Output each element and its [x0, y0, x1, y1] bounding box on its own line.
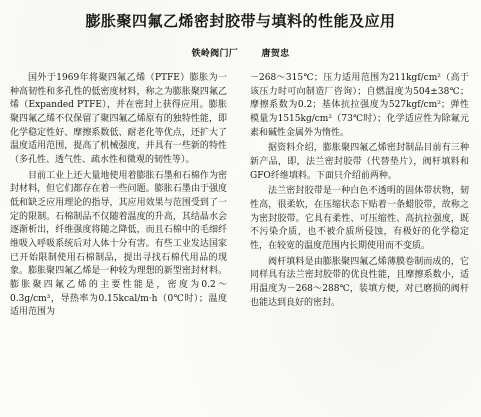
organization-name: 铁岭阀门厂	[191, 49, 239, 59]
right-paragraph-3: 法兰密封胶带是一种白色不透明的固体带状物，韧性高，很柔软，在压缩状态下贴着一条蜡胶带，故称之为密封胶带。它具有柔性、可压缩性、高抗拉强度，既不污染介质，也不被介质所侵蚀，有极好的化学稳定性，在较宽的温度范围内长期使用而不变质。	[250, 186, 469, 252]
right-paragraph-4: 阀杆填料是由膨胀聚四氟乙烯薄膜卷制而成的，它同样具有法兰密封胶带的优良性能，且摩擦系数小，适用温度为－268～288℃，装填方便，对已磨损的阀杆也能达到良好的密封。	[250, 256, 469, 308]
right-column	[250, 72, 469, 312]
right-paragraph-2: 据资料介绍，膨胀聚四氟乙烯密封制品目前有三种新产品，即，法兰密封胶带（代替垫片），阀杆填料和GFO纤维填料。下面只介绍前两种。	[250, 143, 469, 181]
right-paragraph-1: －268～315℃；压力适用范围为211kgf/cm²（高于该压力时可向制造厂咨询）；自燃温度为504±38℃；摩擦系数为0.2；基体抗拉强度为527kgf/cm²；弹性模量为1515kg/cm²（73℃时）；化学适应性为除氟元素和碱性金属外为惰性。	[250, 73, 469, 138]
article-title: 膨胀聚四氟乙烯密封胶带与填料的性能及应用	[85, 12, 396, 30]
left-paragraph-2: 目前工业上还大量地使用着膨胀石墨和石棉作为密封材料，但它们都存在着一些问题。膨胀石墨由于强度低和缺乏应用理论的指导，其应用效果与范围受到了一定的限制。石棉制品不仅随着温度的升高，其结晶水会逐渐析出，纤维强度将随之降低，而且石棉中的毛细纤维吸入呼吸系统后对人体十分有害。有些工业发达国家已开始限制使用石棉制品，提出寻找石棉代用品的现象。膨胀聚四氟乙烯是一种较为理想的新型密封材料。膨胀聚四氟乙烯的主要性能是，密度为0.2～0.3g/cm³，导热率为0.15kcal/m·h（0℃时）；温度适用范围为	[10, 170, 227, 318]
left-paragraph-1: 国外于1969年将聚四氟乙烯（PTFE）膨胀为一种高韧性和多孔性的低密度材料，称之为膨胀聚四氟乙烯（Expanded PTFE），并在密封上获得应用。膨胀聚四氟乙烯不仅保留了聚四氟乙烯原有的独特性能，即化学稳定性好、摩擦系数低、耐老化等优点，还扩大了温度适用范围，提高了机械强度，并具有一些新的特性（多孔性、透气性、疏水性和微观的韧性等）。	[10, 73, 227, 166]
author-name: 唐贺忠	[261, 49, 290, 59]
author-line	[0, 46, 481, 59]
left-column	[10, 72, 227, 322]
